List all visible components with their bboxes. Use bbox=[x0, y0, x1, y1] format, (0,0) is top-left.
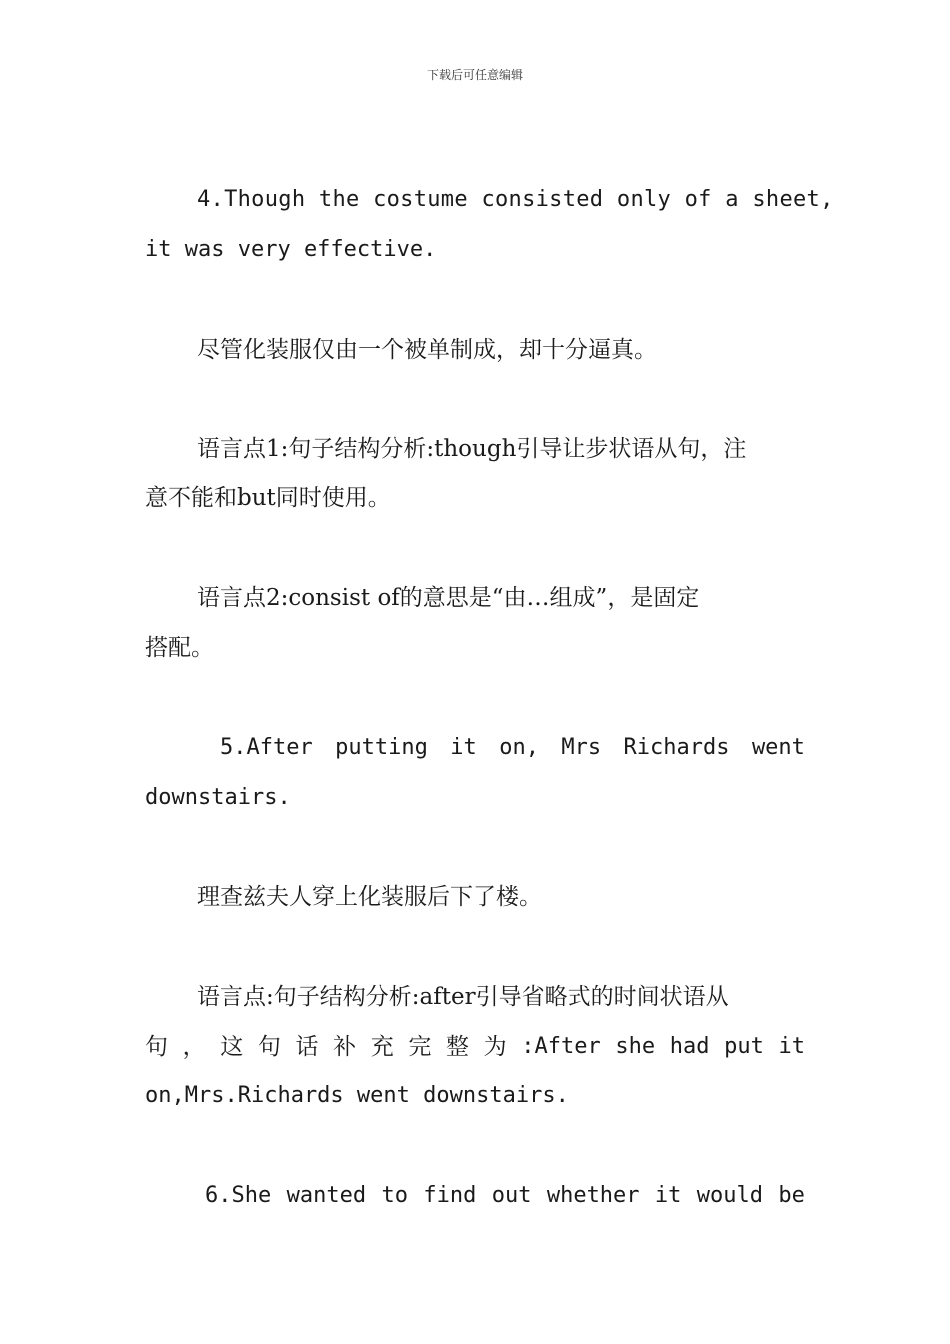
word: Mrs bbox=[561, 735, 602, 760]
word: be bbox=[778, 1183, 805, 1208]
item5-point-line3: on,Mrs.Richards went downstairs. bbox=[145, 1083, 569, 1108]
item4-point1-line1: 语言点1:句子结构分析:though引导让步状语从句，注 bbox=[197, 436, 747, 462]
item5-english-line2: downstairs. bbox=[145, 785, 291, 810]
item4-chinese-translation: 尽管化装服仅由一个被单制成，却十分逼真。 bbox=[197, 337, 657, 363]
word: 话 bbox=[295, 1034, 319, 1060]
item4-english-text: 4.Though the costume consisted only of a sheet, bbox=[197, 187, 834, 212]
word: 整 bbox=[446, 1034, 469, 1060]
page-header-note: 下载后可任意编辑 bbox=[426, 68, 523, 82]
word: wanted bbox=[286, 1183, 367, 1208]
word: had bbox=[669, 1034, 710, 1059]
word: it bbox=[778, 1034, 805, 1059]
word: went bbox=[751, 735, 805, 760]
word: 为 bbox=[483, 1034, 507, 1060]
word: would bbox=[696, 1183, 764, 1208]
item5-point-line2 bbox=[145, 1032, 805, 1062]
item4-point1-line2: 意不能和but同时使用。 bbox=[145, 485, 391, 511]
word: on, bbox=[499, 735, 539, 760]
item5-chinese-translation: 理查兹夫人穿上化装服后下了楼。 bbox=[197, 884, 542, 910]
word: it bbox=[450, 735, 477, 760]
word: find bbox=[423, 1183, 477, 1208]
item4-english-line1 bbox=[197, 185, 834, 215]
word: it bbox=[654, 1183, 682, 1208]
word: 6.She bbox=[205, 1183, 272, 1208]
word: to bbox=[381, 1183, 408, 1208]
word: whether bbox=[546, 1183, 640, 1208]
item5-english-line1 bbox=[220, 733, 805, 763]
word: 补 bbox=[333, 1034, 357, 1060]
word: 这 bbox=[220, 1034, 244, 1060]
word: out bbox=[491, 1183, 532, 1208]
item5-point-line1: 语言点:句子结构分析:after引导省略式的时间状语从 bbox=[197, 984, 729, 1010]
word: put bbox=[724, 1034, 764, 1059]
word: 5.After bbox=[220, 735, 313, 760]
word: Richards bbox=[623, 735, 730, 760]
item4-point2-line1: 语言点2:consist of的意思是“由…组成”，是固定 bbox=[197, 585, 700, 611]
word: she bbox=[615, 1034, 656, 1059]
word: 充 bbox=[370, 1034, 394, 1060]
word: 完 bbox=[408, 1034, 432, 1060]
item6-english-line1 bbox=[205, 1181, 805, 1211]
word: 句 bbox=[257, 1034, 281, 1060]
item4-english-line2: it was very effective. bbox=[145, 237, 437, 262]
word: :After bbox=[521, 1034, 601, 1059]
word: 句 bbox=[145, 1034, 168, 1060]
word: putting bbox=[335, 735, 428, 760]
item4-point2-line2: 搭配。 bbox=[145, 635, 214, 661]
word: ， bbox=[182, 1034, 206, 1060]
